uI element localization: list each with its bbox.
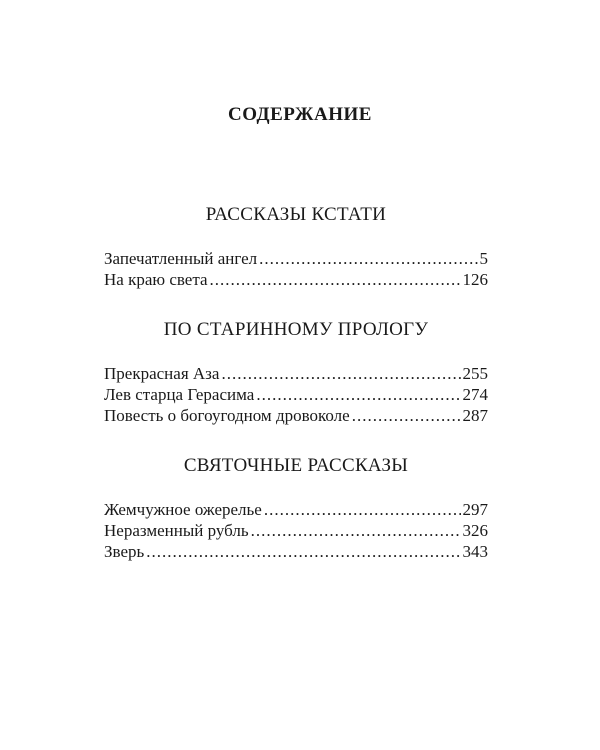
toc-entry[interactable]	[104, 520, 488, 541]
entry-page-number: 287	[462, 406, 488, 425]
entry-title: Лев старца Герасима	[104, 385, 255, 404]
toc-entry[interactable]	[104, 384, 488, 405]
dot-leader	[146, 541, 460, 562]
toc-entry[interactable]	[104, 248, 488, 269]
section-heading: РАССКАЗЫ КСТАТИ	[205, 204, 387, 225]
entry-title: Запечатленный ангел	[104, 249, 258, 268]
entry-page-number: 343	[462, 542, 488, 561]
toc-section	[104, 204, 488, 290]
toc-entry[interactable]	[104, 499, 488, 520]
toc-entry[interactable]	[104, 541, 488, 562]
toc-entry[interactable]	[104, 363, 488, 384]
entry-page-number: 274	[462, 385, 488, 404]
toc-section	[104, 319, 488, 426]
entry-title: Зверь	[104, 542, 145, 561]
toc-entry[interactable]	[104, 405, 488, 426]
section-heading: ПО СТАРИННОМУ ПРОЛОГУ	[163, 319, 429, 340]
entry-title: Жемчужное ожерелье	[104, 500, 262, 519]
dot-leader	[251, 520, 461, 541]
entry-title: Повесть о богоугодном дровоколе	[104, 406, 350, 425]
entry-page-number: 126	[462, 270, 488, 289]
page-title: СОДЕРЖАНИЕ	[228, 104, 372, 125]
dot-leader	[352, 405, 461, 426]
toc-section	[104, 455, 488, 562]
dot-leader	[264, 499, 461, 520]
entry-page-number: 297	[462, 500, 488, 519]
entry-title: Неразменный рубль	[104, 521, 249, 540]
entry-page-number: 255	[462, 364, 488, 383]
dot-leader	[221, 363, 460, 384]
toc-entry[interactable]	[104, 269, 488, 290]
section-heading: СВЯТОЧНЫЕ РАССКАЗЫ	[183, 455, 409, 476]
dot-leader	[256, 384, 460, 405]
entry-title: На краю света	[104, 270, 208, 289]
dot-leader	[210, 269, 461, 290]
entry-title: Прекрасная Аза	[104, 364, 220, 383]
entry-page-number: 5	[479, 249, 488, 268]
entry-page-number: 326	[462, 521, 488, 540]
dot-leader	[259, 248, 477, 269]
